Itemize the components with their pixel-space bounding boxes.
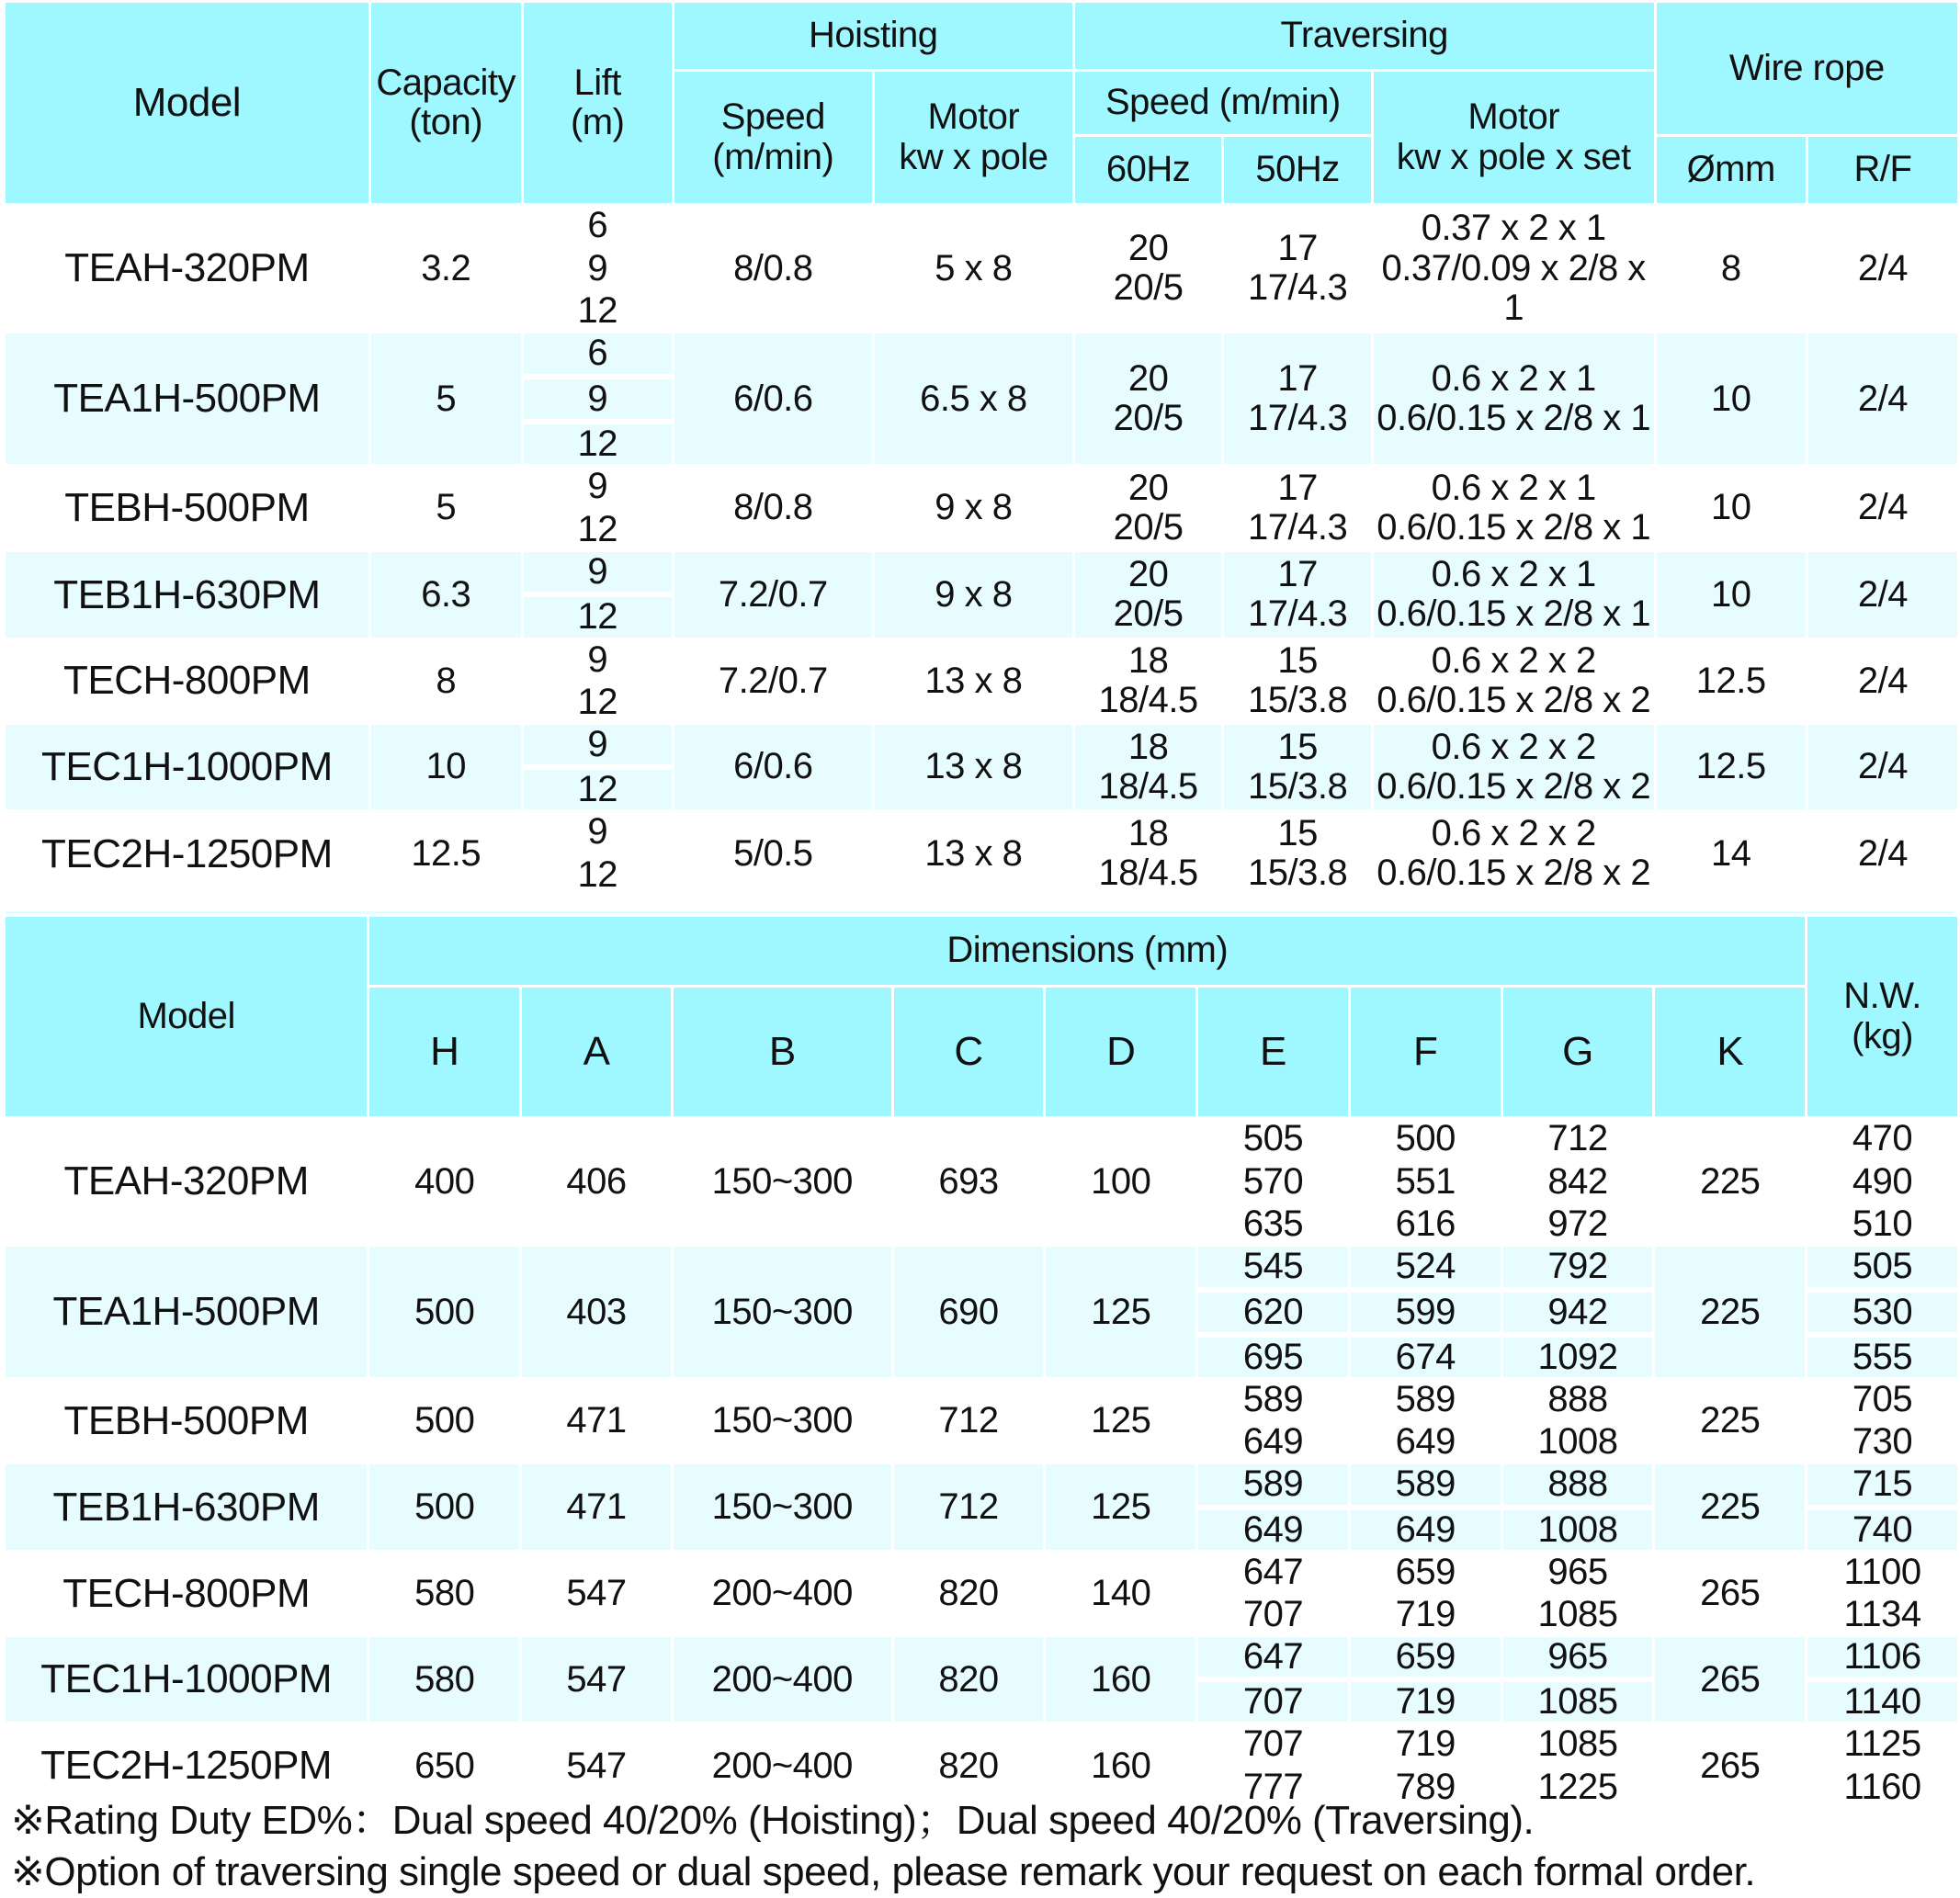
speed-60hz-cell: 20 20/5 xyxy=(1075,206,1222,331)
capacity-cell: 6.3 xyxy=(371,552,521,637)
dim-a-cell: 547 xyxy=(522,1553,671,1634)
dim-k-cell: 225 xyxy=(1655,1380,1805,1462)
speed-50hz-cell: 17 17/4.3 xyxy=(1224,333,1371,464)
header-dim-k: K xyxy=(1655,988,1805,1116)
hoist-motor-cell: 13 x 8 xyxy=(875,640,1072,722)
model-cell: TEAH-320PM xyxy=(6,206,368,331)
dim-a-cell: 471 xyxy=(522,1380,671,1462)
hoist-motor-cell: 9 x 8 xyxy=(875,552,1072,637)
net-weight-cell: 505 xyxy=(1807,1247,1957,1286)
lift-cell: 9 xyxy=(524,467,672,506)
hoist-speed-cell: 8/0.8 xyxy=(674,467,872,549)
dim-f-cell: 649 xyxy=(1351,1508,1501,1550)
model-cell: TEA1H-500PM xyxy=(6,333,368,464)
dim-b-cell: 150~300 xyxy=(674,1119,891,1244)
table-row xyxy=(6,552,1957,592)
dim-g-cell: 1085 xyxy=(1503,1595,1653,1634)
table-row xyxy=(6,1724,1957,1764)
net-weight-cell: 730 xyxy=(1807,1422,1957,1462)
dim-h-cell: 650 xyxy=(369,1724,519,1806)
dim-b-cell: 200~400 xyxy=(674,1724,891,1806)
dim-b-cell: 200~400 xyxy=(674,1553,891,1634)
dim-d-cell: 125 xyxy=(1046,1247,1195,1377)
dim-k-cell: 265 xyxy=(1655,1637,1805,1722)
header-trav-speed: Speed (m/min) xyxy=(1075,72,1371,134)
speed-60hz-cell: 18 18/4.5 xyxy=(1075,640,1222,722)
footnote-duty: ※Rating Duty ED%：Dual speed 40/20% (Hoisting)；Dual speed 40/20% (Traversing). xyxy=(11,1798,1535,1843)
model-cell: TEBH-500PM xyxy=(6,1380,367,1462)
net-weight-cell: 715 xyxy=(1807,1464,1957,1504)
net-weight-cell: 1100 xyxy=(1807,1553,1957,1592)
net-weight-cell: 1160 xyxy=(1807,1768,1957,1807)
lift-cell: 12 xyxy=(524,767,672,809)
net-weight-cell: 1106 xyxy=(1807,1637,1957,1677)
model-cell: TECH-800PM xyxy=(6,1553,367,1634)
dim-h-cell: 500 xyxy=(369,1380,519,1462)
trav-motor-cell: 0.6 x 2 x 2 0.6/0.15 x 2/8 x 2 xyxy=(1374,640,1654,722)
rope-diameter-cell: 12.5 xyxy=(1657,725,1806,809)
trav-motor-cell: 0.6 x 2 x 1 0.6/0.15 x 2/8 x 1 xyxy=(1374,552,1654,637)
header-hoisting: Hoisting xyxy=(674,3,1072,69)
dim-a-cell: 547 xyxy=(522,1637,671,1722)
header-dim-c: C xyxy=(894,988,1044,1116)
table-row xyxy=(6,812,1957,852)
capacity-cell: 12.5 xyxy=(371,812,521,895)
rope-rf-cell: 2/4 xyxy=(1808,725,1957,809)
lift-cell: 9 xyxy=(524,812,672,852)
dim-k-cell: 225 xyxy=(1655,1464,1805,1549)
dim-c-cell: 690 xyxy=(894,1247,1044,1377)
dim-g-cell: 965 xyxy=(1503,1553,1653,1592)
header-60hz: 60Hz xyxy=(1075,137,1222,203)
header-model: Model xyxy=(6,917,367,1116)
dim-e-cell: 589 xyxy=(1198,1464,1348,1504)
header-hoist-motor: Motor kw x pole xyxy=(875,72,1072,203)
lift-cell: 9 xyxy=(524,725,672,764)
net-weight-cell: 705 xyxy=(1807,1380,1957,1419)
capacity-cell: 3.2 xyxy=(371,206,521,331)
trav-motor-cell: 0.6 x 2 x 1 0.6/0.15 x 2/8 x 1 xyxy=(1374,333,1654,464)
speed-50hz-cell: 15 15/3.8 xyxy=(1224,812,1371,895)
rope-diameter-cell: 10 xyxy=(1657,333,1806,464)
dim-d-cell: 140 xyxy=(1046,1553,1195,1634)
dim-e-cell: 647 xyxy=(1198,1553,1348,1592)
lift-cell: 12 xyxy=(524,422,672,464)
net-weight-cell: 490 xyxy=(1807,1162,1957,1202)
lift-cell: 6 xyxy=(524,206,672,246)
rope-rf-cell: 2/4 xyxy=(1808,552,1957,637)
net-weight-cell: 470 xyxy=(1807,1119,1957,1159)
net-weight-cell: 1134 xyxy=(1807,1595,1957,1634)
dim-g-cell: 1008 xyxy=(1503,1508,1653,1550)
dim-a-cell: 471 xyxy=(522,1464,671,1549)
header-model: Model xyxy=(6,3,368,203)
dim-e-cell: 647 xyxy=(1198,1637,1348,1677)
model-cell: TEB1H-630PM xyxy=(6,552,368,637)
dim-k-cell: 225 xyxy=(1655,1119,1805,1244)
dim-g-cell: 888 xyxy=(1503,1464,1653,1504)
dim-g-cell: 1085 xyxy=(1503,1679,1653,1722)
header-dim-f: F xyxy=(1351,988,1501,1116)
dim-h-cell: 580 xyxy=(369,1553,519,1634)
dim-f-cell: 659 xyxy=(1351,1553,1501,1592)
capacity-cell: 8 xyxy=(371,640,521,722)
table-row xyxy=(6,333,1957,373)
dim-b-cell: 150~300 xyxy=(674,1247,891,1377)
lift-cell: 9 xyxy=(524,249,672,288)
rope-rf-cell: 2/4 xyxy=(1808,467,1957,549)
rope-rf-cell: 2/4 xyxy=(1808,812,1957,895)
rope-diameter-cell: 14 xyxy=(1657,812,1806,895)
lift-cell: 12 xyxy=(524,854,672,895)
dim-c-cell: 712 xyxy=(894,1380,1044,1462)
rope-diameter-cell: 10 xyxy=(1657,552,1806,637)
dim-f-cell: 649 xyxy=(1351,1422,1501,1462)
table-row xyxy=(6,1247,1957,1286)
dim-e-cell: 777 xyxy=(1198,1768,1348,1807)
dim-b-cell: 150~300 xyxy=(674,1380,891,1462)
dim-k-cell: 265 xyxy=(1655,1724,1805,1806)
dim-f-cell: 599 xyxy=(1351,1290,1501,1332)
dim-d-cell: 100 xyxy=(1046,1119,1195,1244)
dim-e-cell: 695 xyxy=(1198,1335,1348,1377)
dim-f-cell: 719 xyxy=(1351,1724,1501,1764)
dim-g-cell: 1085 xyxy=(1503,1724,1653,1764)
capacity-cell: 5 xyxy=(371,333,521,464)
dim-g-cell: 1008 xyxy=(1503,1422,1653,1462)
dim-h-cell: 500 xyxy=(369,1464,519,1549)
dim-h-cell: 500 xyxy=(369,1247,519,1377)
lift-cell: 12 xyxy=(524,509,672,549)
header-trav-motor: Motor kw x pole x set xyxy=(1374,72,1654,203)
dim-e-cell: 707 xyxy=(1198,1724,1348,1764)
speed-50hz-cell: 15 15/3.8 xyxy=(1224,640,1371,722)
dim-c-cell: 820 xyxy=(894,1553,1044,1634)
dim-g-cell: 842 xyxy=(1503,1162,1653,1202)
table-row xyxy=(6,1119,1957,1159)
dim-a-cell: 547 xyxy=(522,1724,671,1806)
dim-e-cell: 649 xyxy=(1198,1508,1348,1550)
header-dimensions: Dimensions (mm) xyxy=(369,917,1805,985)
model-cell: TEC2H-1250PM xyxy=(6,812,368,895)
model-cell: TEA1H-500PM xyxy=(6,1247,367,1377)
model-cell: TEAH-320PM xyxy=(6,1119,367,1244)
dim-k-cell: 265 xyxy=(1655,1553,1805,1634)
table-row xyxy=(6,467,1957,506)
net-weight-cell: 1125 xyxy=(1807,1724,1957,1764)
speed-60hz-cell: 20 20/5 xyxy=(1075,467,1222,549)
speed-50hz-cell: 15 15/3.8 xyxy=(1224,725,1371,809)
lift-cell: 12 xyxy=(524,683,672,722)
speed-50hz-cell: 17 17/4.3 xyxy=(1224,206,1371,331)
footnotes xyxy=(11,1795,1755,1898)
header-rope-rf: R/F xyxy=(1808,137,1957,203)
hoist-speed-cell: 6/0.6 xyxy=(674,333,872,464)
dim-d-cell: 160 xyxy=(1046,1637,1195,1722)
hoist-motor-cell: 6.5 x 8 xyxy=(875,333,1072,464)
model-cell: TEC1H-1000PM xyxy=(6,1637,367,1722)
dim-f-cell: 589 xyxy=(1351,1464,1501,1504)
table-row xyxy=(6,1464,1957,1504)
table-row xyxy=(6,640,1957,680)
hoist-motor-cell: 9 x 8 xyxy=(875,467,1072,549)
trav-motor-cell: 0.6 x 2 x 2 0.6/0.15 x 2/8 x 2 xyxy=(1374,812,1654,895)
rope-rf-cell: 2/4 xyxy=(1808,333,1957,464)
dim-f-cell: 659 xyxy=(1351,1637,1501,1677)
dim-g-cell: 972 xyxy=(1503,1204,1653,1244)
header-rope-diameter: Ømm xyxy=(1657,137,1806,203)
dim-c-cell: 693 xyxy=(894,1119,1044,1244)
rope-diameter-cell: 8 xyxy=(1657,206,1806,331)
dim-g-cell: 965 xyxy=(1503,1637,1653,1677)
hoist-motor-cell: 5 x 8 xyxy=(875,206,1072,331)
dim-f-cell: 551 xyxy=(1351,1162,1501,1202)
hoist-motor-cell: 13 x 8 xyxy=(875,812,1072,895)
lift-cell: 9 xyxy=(524,377,672,419)
dim-g-cell: 792 xyxy=(1503,1247,1653,1286)
table-row xyxy=(6,1553,1957,1592)
header-traversing: Traversing xyxy=(1075,3,1654,69)
lift-cell: 6 xyxy=(524,333,672,373)
spec-table xyxy=(3,0,1960,898)
lift-cell: 12 xyxy=(524,594,672,637)
model-cell: TEC2H-1250PM xyxy=(6,1724,367,1806)
dim-f-cell: 789 xyxy=(1351,1768,1501,1807)
rope-rf-cell: 2/4 xyxy=(1808,206,1957,331)
rope-diameter-cell: 12.5 xyxy=(1657,640,1806,722)
lift-cell: 9 xyxy=(524,552,672,592)
dim-e-cell: 649 xyxy=(1198,1422,1348,1462)
header-capacity: Capacity (ton) xyxy=(371,3,521,203)
header-50hz: 50Hz xyxy=(1224,137,1371,203)
rope-rf-cell: 2/4 xyxy=(1808,640,1957,722)
header-dim-g: G xyxy=(1503,988,1653,1116)
speed-60hz-cell: 20 20/5 xyxy=(1075,552,1222,637)
table-row xyxy=(6,1380,1957,1419)
speed-60hz-cell: 18 18/4.5 xyxy=(1075,725,1222,809)
lift-cell: 9 xyxy=(524,640,672,680)
dim-f-cell: 589 xyxy=(1351,1380,1501,1419)
dim-h-cell: 580 xyxy=(369,1637,519,1722)
header-hoist-speed: Speed (m/min) xyxy=(674,72,872,203)
hoist-speed-cell: 6/0.6 xyxy=(674,725,872,809)
trav-motor-cell: 0.6 x 2 x 2 0.6/0.15 x 2/8 x 2 xyxy=(1374,725,1654,809)
table-row xyxy=(6,1637,1957,1677)
header-dim-b: B xyxy=(674,988,891,1116)
model-cell: TEBH-500PM xyxy=(6,467,368,549)
dim-e-cell: 707 xyxy=(1198,1679,1348,1722)
dim-c-cell: 712 xyxy=(894,1464,1044,1549)
hoist-speed-cell: 5/0.5 xyxy=(674,812,872,895)
dim-h-cell: 400 xyxy=(369,1119,519,1244)
capacity-cell: 5 xyxy=(371,467,521,549)
net-weight-cell: 1140 xyxy=(1807,1679,1957,1722)
net-weight-cell: 555 xyxy=(1807,1335,1957,1377)
dim-e-cell: 505 xyxy=(1198,1119,1348,1159)
header-lift: Lift (m) xyxy=(524,3,672,203)
table-row xyxy=(6,206,1957,246)
speed-50hz-cell: 17 17/4.3 xyxy=(1224,552,1371,637)
rope-diameter-cell: 10 xyxy=(1657,467,1806,549)
model-cell: TEC1H-1000PM xyxy=(6,725,368,809)
speed-60hz-cell: 20 20/5 xyxy=(1075,333,1222,464)
hoist-speed-cell: 7.2/0.7 xyxy=(674,552,872,637)
header-dim-d: D xyxy=(1046,988,1195,1116)
hoist-motor-cell: 13 x 8 xyxy=(875,725,1072,809)
trav-motor-cell: 0.6 x 2 x 1 0.6/0.15 x 2/8 x 1 xyxy=(1374,467,1654,549)
dim-f-cell: 500 xyxy=(1351,1119,1501,1159)
dim-e-cell: 545 xyxy=(1198,1247,1348,1286)
dim-g-cell: 942 xyxy=(1503,1290,1653,1332)
dim-c-cell: 820 xyxy=(894,1637,1044,1722)
dim-g-cell: 888 xyxy=(1503,1380,1653,1419)
table-row xyxy=(6,725,1957,764)
dim-f-cell: 524 xyxy=(1351,1247,1501,1286)
dim-e-cell: 570 xyxy=(1198,1162,1348,1202)
dim-g-cell: 1225 xyxy=(1503,1768,1653,1807)
dim-f-cell: 719 xyxy=(1351,1595,1501,1634)
trav-motor-cell: 0.37 x 2 x 1 0.37/0.09 x 2/8 x 1 xyxy=(1374,206,1654,331)
header-dim-e: E xyxy=(1198,988,1348,1116)
net-weight-cell: 530 xyxy=(1807,1290,1957,1332)
dim-b-cell: 200~400 xyxy=(674,1637,891,1722)
dim-e-cell: 589 xyxy=(1198,1380,1348,1419)
dim-f-cell: 719 xyxy=(1351,1679,1501,1722)
model-cell: TECH-800PM xyxy=(6,640,368,722)
speed-60hz-cell: 18 18/4.5 xyxy=(1075,812,1222,895)
hoist-speed-cell: 8/0.8 xyxy=(674,206,872,331)
capacity-cell: 10 xyxy=(371,725,521,809)
dim-e-cell: 635 xyxy=(1198,1204,1348,1244)
speed-50hz-cell: 17 17/4.3 xyxy=(1224,467,1371,549)
model-cell: TEB1H-630PM xyxy=(6,1464,367,1549)
dim-d-cell: 125 xyxy=(1046,1380,1195,1462)
net-weight-cell: 740 xyxy=(1807,1508,1957,1550)
net-weight-cell: 510 xyxy=(1807,1204,1957,1244)
dim-g-cell: 712 xyxy=(1503,1119,1653,1159)
dim-e-cell: 707 xyxy=(1198,1595,1348,1634)
dim-c-cell: 820 xyxy=(894,1724,1044,1806)
dim-g-cell: 1092 xyxy=(1503,1335,1653,1377)
dim-k-cell: 225 xyxy=(1655,1247,1805,1377)
dimensions-table xyxy=(3,914,1960,1810)
footnote-option: ※Option of traversing single speed or dual speed, please remark your request on each formal order. xyxy=(11,1849,1756,1894)
dim-a-cell: 406 xyxy=(522,1119,671,1244)
dim-f-cell: 674 xyxy=(1351,1335,1501,1377)
header-dim-a: A xyxy=(522,988,671,1116)
dim-e-cell: 620 xyxy=(1198,1290,1348,1332)
header-net-weight: N.W. (kg) xyxy=(1807,917,1957,1116)
header-wire-rope: Wire rope xyxy=(1657,3,1957,134)
dim-d-cell: 125 xyxy=(1046,1464,1195,1549)
hoist-speed-cell: 7.2/0.7 xyxy=(674,640,872,722)
dim-d-cell: 160 xyxy=(1046,1724,1195,1806)
lift-cell: 12 xyxy=(524,291,672,331)
dim-f-cell: 616 xyxy=(1351,1204,1501,1244)
dim-b-cell: 150~300 xyxy=(674,1464,891,1549)
dim-a-cell: 403 xyxy=(522,1247,671,1377)
header-dim-h: H xyxy=(369,988,519,1116)
